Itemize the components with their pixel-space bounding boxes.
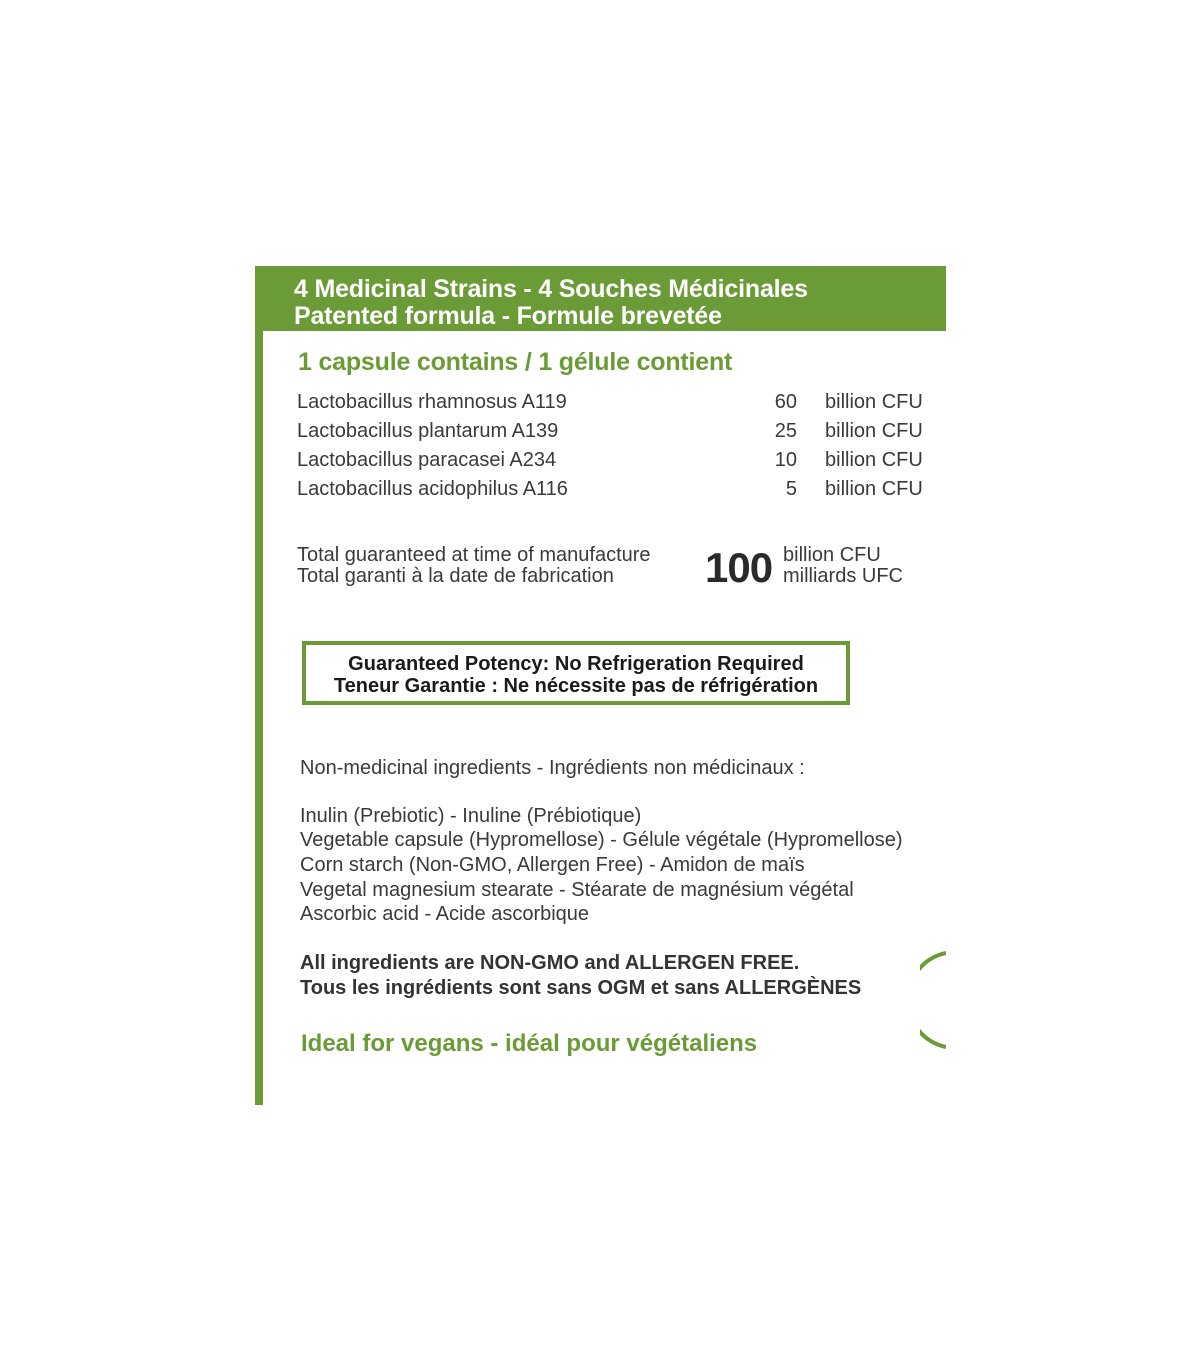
strain-row [297, 389, 923, 415]
header-title-line-1: 4 Medicinal Strains - 4 Souches Médicinales [294, 275, 808, 303]
strain-row [297, 418, 923, 444]
total-label-fr: Total garanti à la date de fabrication [297, 565, 614, 587]
ingredient-item: Vegetal magnesium stearate - Stéarate de magnésium végétal [300, 879, 854, 901]
ingredient-item: Ascorbic acid - Acide ascorbique [300, 903, 590, 925]
product-label-panel [255, 266, 946, 1105]
total-value: 100 [705, 544, 773, 591]
seal-badge-icon [920, 951, 946, 1051]
potency-line-en: Guaranteed Potency: No Refrigeration Required [348, 653, 804, 675]
strain-amount: 60 [774, 391, 797, 413]
strain-name: Lactobacillus rhamnosus A119 [297, 391, 567, 413]
strain-name: Lactobacillus plantarum A139 [297, 420, 559, 442]
strain-unit: billion CFU [825, 449, 923, 471]
total-label-en: Total guaranteed at time of manufacture [297, 544, 651, 566]
strain-name: Lactobacillus acidophilus A116 [297, 478, 568, 500]
total-unit-fr: milliards UFC [783, 565, 903, 587]
potency-notice-box [302, 641, 850, 705]
ingredient-item: Inulin (Prebiotic) - Inuline (Prébiotique) [300, 805, 642, 827]
header-title-line-2: Patented formula - Formule brevetée [294, 302, 722, 330]
strain-unit: billion CFU [825, 478, 923, 500]
allergen-statement-en: All ingredients are NON-GMO and ALLERGEN FREE. [300, 952, 800, 974]
ingredient-item: Corn starch (Non-GMO, Allergen Free) - Amidon de maïs [300, 854, 805, 876]
strain-name: Lactobacillus paracasei A234 [297, 449, 557, 471]
strain-amount: 10 [774, 449, 797, 471]
non-medicinal-heading: Non-medicinal ingredients - Ingrédients non médicinaux : [300, 757, 805, 779]
strain-row [297, 447, 923, 473]
header-band [255, 266, 946, 331]
total-guaranteed-block [297, 544, 937, 594]
ingredient-item: Vegetable capsule (Hypromellose) - Gélule végétale (Hypromellose) [300, 829, 903, 851]
capsule-contents-title: 1 capsule contains / 1 gélule contient [298, 348, 733, 376]
strain-unit: billion CFU [825, 420, 923, 442]
potency-line-fr: Teneur Garantie : Ne nécessite pas de réfrigération [333, 675, 819, 697]
strain-row [297, 476, 923, 502]
strain-unit: billion CFU [825, 391, 923, 413]
allergen-statement-fr: Tous les ingrédients sont sans OGM et sans ALLERGÈNES [300, 977, 862, 999]
strain-amount: 25 [774, 420, 797, 442]
strain-amount: 5 [785, 478, 797, 500]
vegan-statement: Ideal for vegans - idéal pour végétaliens [301, 1030, 758, 1057]
left-accent-rule [255, 266, 263, 1105]
total-unit-en: billion CFU [783, 544, 881, 566]
